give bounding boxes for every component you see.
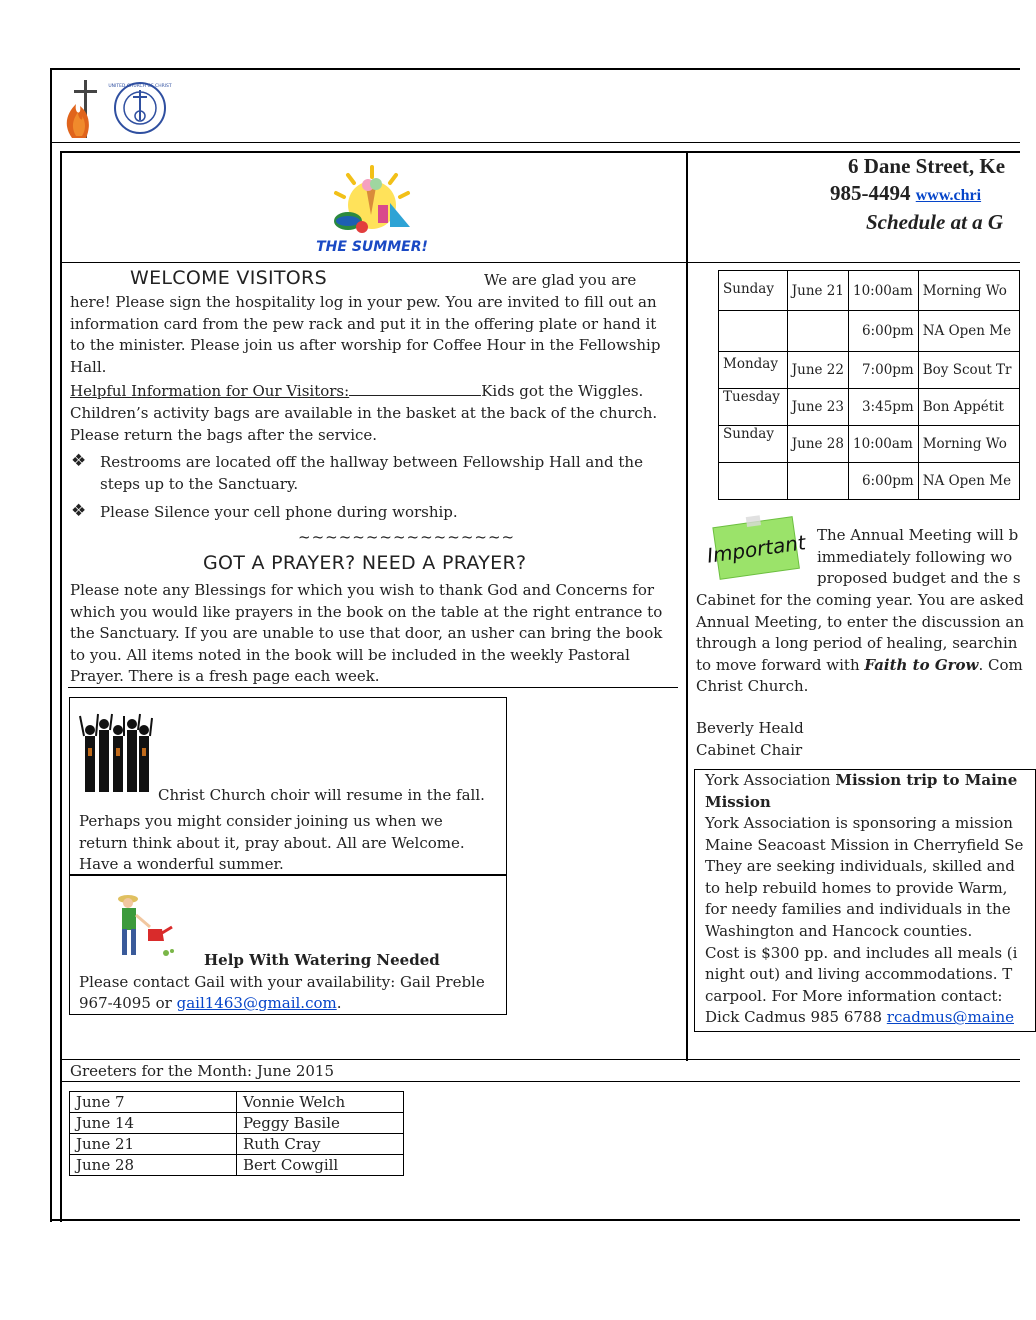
welcome-intro: We are glad you are [484, 271, 637, 289]
table-row [70, 1092, 404, 1113]
table-row [70, 1113, 404, 1134]
schedule-time: 3:45pm [848, 389, 918, 426]
mission-contact: Dick Cadmus 985 6788 [705, 1008, 887, 1027]
signer-title: Cabinet Chair [696, 740, 803, 759]
table-row [719, 352, 1020, 389]
faith-to-grow: Faith to Grow [864, 655, 979, 674]
schedule-event: Boy Scout Tr [918, 352, 1019, 389]
schedule-event: Morning Wo [918, 271, 1019, 311]
mission-line: night out) and living accommodations. T [705, 965, 1013, 984]
wiggles-line: Children’s activity bags are available in the basket at the back of the church. [70, 404, 658, 422]
header-divider [50, 142, 1020, 143]
phone-number: 985-4494 [830, 181, 911, 205]
watering-line1: Please contact Gail with your availability: Gail Preble [79, 973, 485, 991]
watering-phone: 967-4095 or [79, 994, 177, 1012]
table-row [719, 389, 1020, 426]
inner-left-border [60, 151, 62, 1222]
mission-line: carpool. For More information contact: [705, 986, 1003, 1005]
bullet-line: steps up to the Sanctuary. [100, 474, 299, 493]
table-row [70, 1134, 404, 1155]
greeter-date: June 14 [70, 1113, 237, 1134]
bullet-item [100, 452, 643, 495]
mission-line: Maine Seacoast Mission in Cherryfield Se [705, 835, 1024, 854]
watering-heading: Help With Watering Needed [204, 951, 440, 969]
choir-body [79, 811, 465, 876]
summer-clipart [318, 165, 426, 257]
schedule-time: 10:00am [848, 426, 918, 463]
schedule-event: Morning Wo [918, 426, 1019, 463]
schedule-day [719, 311, 788, 352]
schedule-event: Bon Appétit [918, 389, 1019, 426]
mission-line: for needy families and individuals in the [705, 900, 1011, 919]
bullet-diamond-icon: ❖ [71, 451, 87, 471]
mission-title-prefix: York Association [705, 771, 836, 789]
mission-line: Cost is $300 pp. and includes all meals (i [705, 943, 1018, 962]
schedule-title: Schedule at a G [866, 210, 1004, 234]
schedule-event: NA Open Me [918, 463, 1019, 500]
table-row [719, 463, 1020, 500]
schedule-day [719, 463, 788, 500]
welcome-line: Hall. [70, 357, 107, 376]
welcome-line: here! Please sign the hospitality log in your pew. You are invited to fill out an [70, 293, 657, 311]
bullet-line: Please Silence your cell phone during worship. [100, 503, 458, 521]
gardener-clipart [108, 891, 176, 959]
greeter-date: June 28 [70, 1155, 237, 1176]
welcome-line: information card from the pew rack and put it in the offering plate or hand it [70, 314, 657, 333]
gail-email-link[interactable]: gail1463@gmail.com [176, 994, 337, 1012]
welcome-heading: WELCOME VISITORS [130, 267, 327, 289]
table-row [719, 311, 1020, 352]
choir-clipart [80, 714, 152, 792]
annual-line: Cabinet for the coming year. You are asked [696, 591, 1024, 609]
svg-text:UNITED CHURCH OF CHRIST: UNITED CHURCH OF CHRIST [108, 84, 172, 89]
svg-text:THE SUMMER!: THE SUMMER! [316, 239, 428, 255]
schedule-date [787, 463, 848, 500]
greeters-table [69, 1091, 404, 1176]
mission-line: York Association is sponsoring a mission [705, 814, 1013, 832]
schedule-time: 6:00pm [848, 463, 918, 500]
prayer-rule [68, 687, 678, 688]
mission-title-bold2: Mission [705, 792, 771, 811]
annual-line: Annual Meeting, to enter the discussion an [696, 612, 1025, 631]
welcome-line: to the minister. Please join us after worship for Coffee Hour in the Fellowship [70, 336, 661, 355]
svg-text:Important: Important [705, 530, 808, 568]
schedule-day: Sunday [719, 426, 788, 463]
prayer-heading: GOT A PRAYER? NEED A PRAYER? [203, 552, 527, 574]
prayer-line: to you. All items noted in the book will be included in the weekly Pastoral [70, 645, 630, 664]
mission-line: to help rebuild homes to provide Warm, [705, 878, 1008, 897]
annual-line [696, 655, 1024, 677]
wiggles-text: Kids got the Wiggles. [481, 382, 644, 400]
choir-first-line: Christ Church choir will resume in the fall. [158, 786, 485, 804]
greeters-heading: Greeters for the Month: June 2015 [70, 1062, 335, 1080]
annual-line: The Annual Meeting will b [817, 526, 1019, 544]
inner-top-border [60, 151, 1020, 153]
annual-meeting-body [696, 590, 1024, 698]
mission-line [705, 1007, 1023, 1029]
mission-line: Washington and Hancock counties. [705, 921, 973, 940]
schedule-day: Monday [719, 352, 788, 389]
schedule-date [787, 311, 848, 352]
prayer-line: Please note any Blessings for which you wish to thank God and Concerns for [70, 581, 655, 599]
welcome-body [70, 292, 680, 378]
schedule-day: Sunday [719, 271, 788, 311]
choir-line: Have a wonderful summer. [79, 855, 284, 874]
wiggles-body [70, 403, 680, 446]
signature-block [696, 718, 804, 761]
schedule-day: Tuesday [719, 389, 788, 426]
annual-line: immediately following wo [817, 547, 1013, 566]
faith-suffix: . Com [978, 655, 1023, 674]
prayer-body [70, 580, 678, 688]
schedule-date: June 22 [787, 352, 848, 389]
picture-row-divider [60, 262, 1020, 263]
table-row [719, 271, 1020, 311]
outer-top-border [50, 68, 1020, 70]
choir-line: return think about it, pray about. All are Welcome. [79, 833, 465, 852]
mission-title-bold: Mission trip to Maine [835, 771, 1018, 789]
column-divider [686, 151, 688, 1061]
schedule-time: 7:00pm [848, 352, 918, 389]
annual-line: proposed budget and the s [817, 569, 1021, 588]
signer-name: Beverly Heald [696, 719, 804, 737]
mission-body [705, 813, 1023, 1029]
greeter-name: Ruth Cray [237, 1134, 404, 1155]
rcadmus-email-link[interactable]: rcadmus@maine [886, 1008, 1014, 1027]
faith-prefix: to move forward with [696, 655, 865, 674]
helpful-heading: Helpful Information for Our Visitors: [70, 382, 350, 400]
schedule-date: June 21 [787, 271, 848, 311]
ucc-seal-logo [108, 76, 172, 140]
important-note-clipart [705, 514, 808, 580]
helpful-info [70, 381, 643, 403]
choir-line: Perhaps you might consider joining us when we [79, 812, 443, 830]
schedule-date: June 23 [787, 389, 848, 426]
mission-line: They are seeking individuals, skilled and [705, 857, 1015, 876]
prayer-line: the Sanctuary. If you are unable to use that door, an usher can bring the book [70, 624, 663, 643]
wiggles-line: Please return the bags after the service. [70, 425, 378, 444]
table-row [70, 1155, 404, 1176]
table-row [719, 426, 1020, 463]
greeter-name: Bert Cowgill [237, 1155, 404, 1176]
annual-line: Christ Church. [696, 677, 809, 696]
church-address: 6 Dane Street, Ke [848, 154, 1006, 178]
greeters-divider-top [60, 1059, 1020, 1060]
schedule-time: 6:00pm [848, 311, 918, 352]
schedule-table [718, 270, 1020, 500]
schedule-event: NA Open Me [918, 311, 1019, 352]
greeter-name: Vonnie Welch [237, 1092, 404, 1113]
annual-line: through a long period of healing, searchin [696, 634, 1018, 653]
period: . [336, 994, 342, 1012]
greeter-date: June 7 [70, 1092, 237, 1113]
outer-left-border [50, 68, 52, 1222]
prayer-line: Prayer. There is a fresh page each week. [70, 667, 380, 686]
contact-line [830, 181, 981, 206]
tilde-divider: ~~~~~~~~~~~~~~~~ [298, 528, 516, 546]
annual-meeting-wrapped [817, 525, 1021, 590]
mission-title [705, 770, 1017, 813]
greeter-date: June 21 [70, 1134, 237, 1155]
bullet-item [100, 502, 458, 524]
schedule-date: June 28 [787, 426, 848, 463]
bottom-border [50, 1219, 1020, 1221]
bullet-line: Restrooms are located off the hallway between Fellowship Hall and the [100, 453, 643, 471]
methodist-logo [62, 76, 110, 142]
website-link[interactable]: www.chri [915, 187, 982, 204]
prayer-line: which you would like prayers in the book on the table at the right entrance to [70, 602, 663, 621]
greeter-name: Peggy Basile [237, 1113, 404, 1134]
schedule-time: 10:00am [848, 271, 918, 311]
bullet-diamond-icon: ❖ [71, 501, 87, 521]
watering-line2 [79, 993, 342, 1015]
